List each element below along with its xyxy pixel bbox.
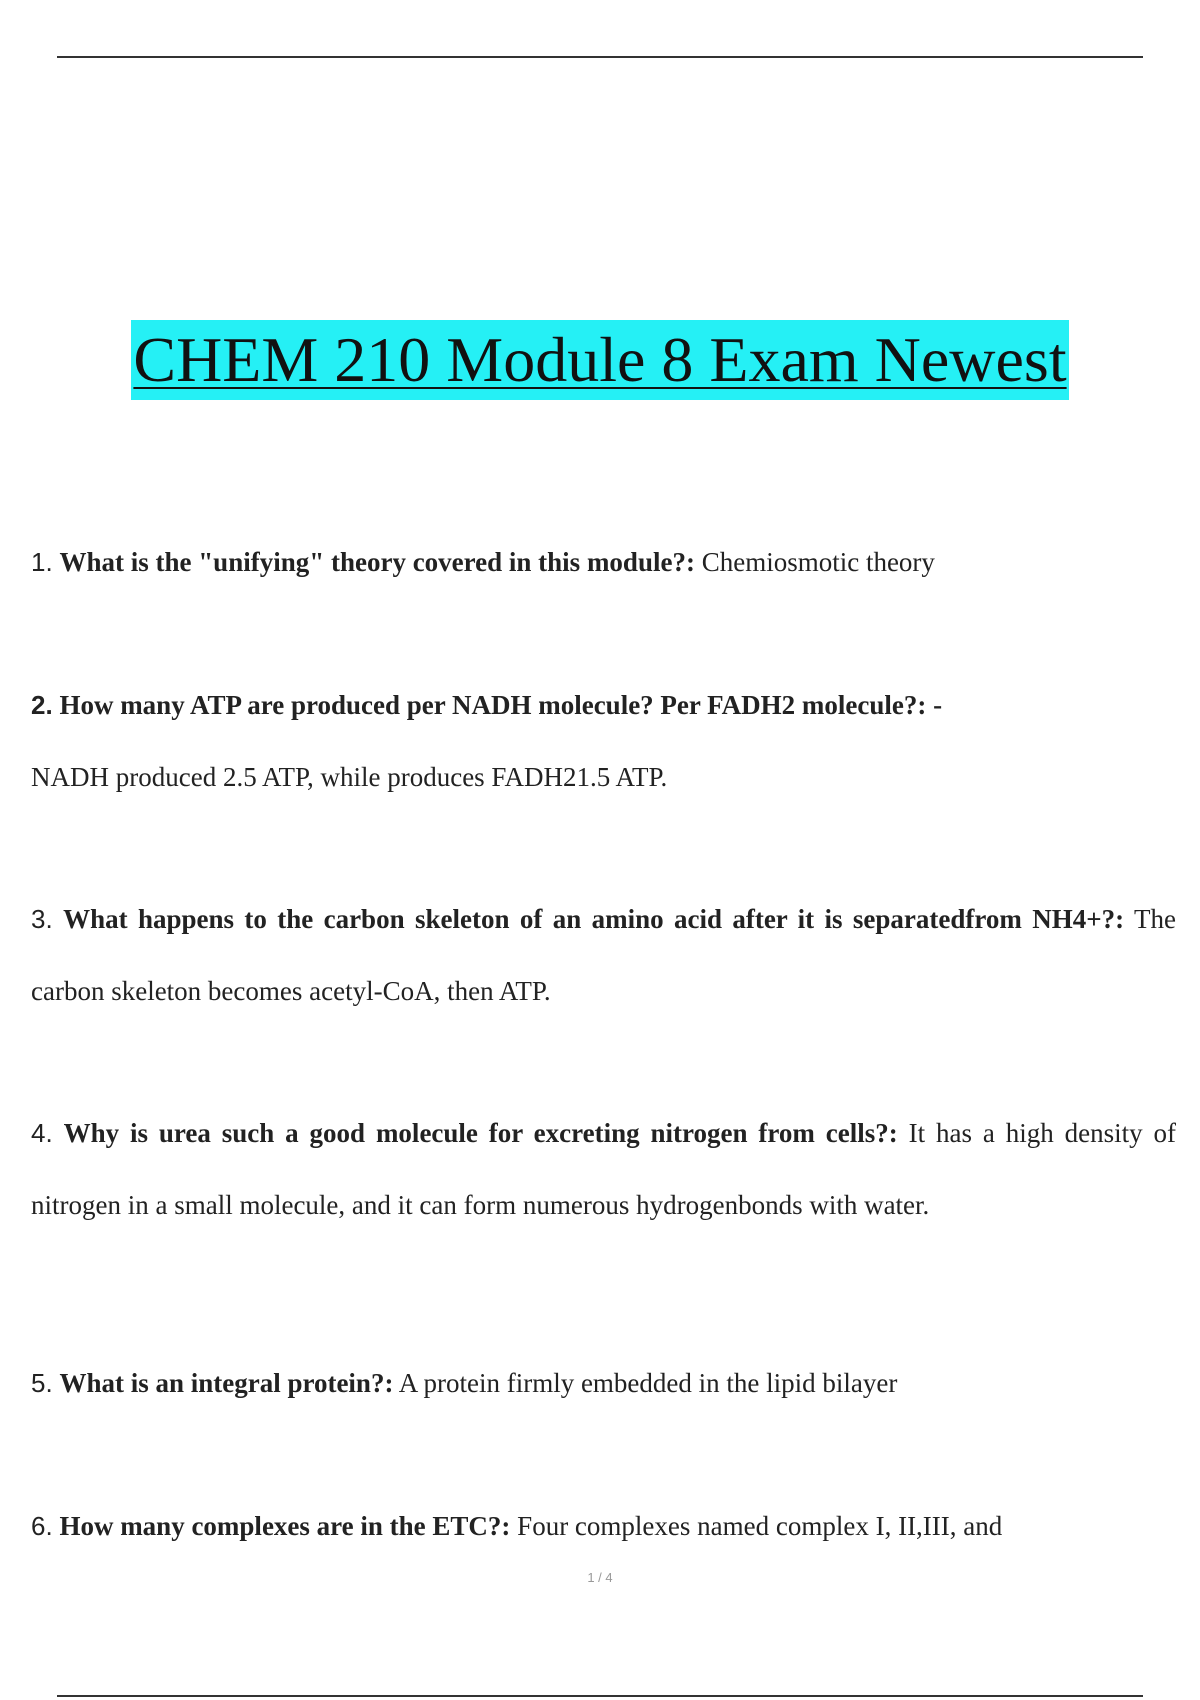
question-text: What is an integral protein?:: [59, 1368, 394, 1398]
answer-text: It has a high density of nitrogen in a small molecule, and it can form numerous hydrogenbonds with water.: [31, 1118, 1177, 1220]
question-text: How many ATP are produced per NADH molecule? Per FADH2 molecule?: -: [59, 690, 943, 720]
item-number: 2.: [31, 690, 53, 720]
item-number: 1.: [31, 547, 53, 577]
answer-text: The carbon skeleton becomes acetyl-CoA, then ATP.: [31, 904, 1176, 1006]
title-container: [0, 320, 1200, 400]
document-title: CHEM 210 Module 8 Exam Newest: [131, 320, 1068, 400]
question-text: How many complexes are in the ETC?:: [59, 1511, 511, 1541]
question-text: Why is urea such a good molecule for excreting nitrogen from cells?:: [63, 1118, 898, 1148]
qa-item-3: [31, 883, 1176, 1027]
qa-item-2: [31, 669, 1176, 813]
answer-text: Four complexes named complex I, II,III, and: [517, 1511, 1003, 1541]
question-text: What happens to the carbon skeleton of an amino acid after it is separatedfrom NH4+?:: [63, 904, 1125, 934]
answer-text: A protein firmly embedded in the lipid bilayer: [398, 1368, 898, 1398]
item-number: 5.: [31, 1368, 53, 1398]
footer-rule: [57, 1695, 1143, 1697]
answer-text: Chemiosmotic theory: [701, 547, 935, 577]
header-rule: [57, 56, 1143, 58]
question-text: What is the "unifying" theory covered in this module?:: [59, 547, 695, 577]
page-indicator: 1 / 4: [587, 1570, 613, 1585]
item-number: 6.: [31, 1511, 53, 1541]
item-number: 4.: [31, 1118, 53, 1148]
qa-item-6: [31, 1490, 1176, 1562]
qa-item-5: [31, 1347, 1176, 1419]
answer-text: NADH produced 2.5 ATP, while produces FADH21.5 ATP.: [31, 762, 668, 792]
item-number: 3.: [31, 904, 53, 934]
qa-item-4: [31, 1097, 1176, 1241]
qa-item-1: [31, 526, 1176, 598]
